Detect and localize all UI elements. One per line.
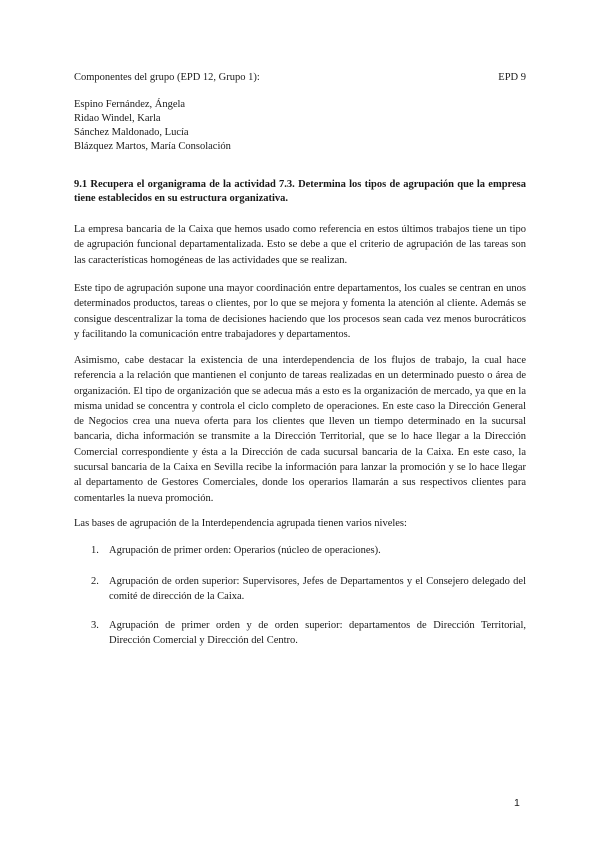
list-item-text: Agrupación de primer orden: Operarios (núcleo de operaciones).	[109, 545, 381, 556]
page-number: 1	[514, 797, 520, 809]
member-name: Espino Fernández, Ángela	[74, 99, 186, 110]
group-components-label: Componentes del grupo (EPD 12, Grupo 1):	[74, 72, 260, 83]
list-item-text: Agrupación de orden superior: Supervisores, Jefes de Departamentos y el Consejero delegado del comité de dirección de la Caixa.	[109, 576, 526, 603]
paragraph: Este tipo de agrupación supone una mayor coordinación entre departamentos, los cuales se centran en unos determinados productos, tareas o clientes, por lo que se mejora y fomenta la atención al cliente. Además se consigue descentralizar la toma de decisiones haciendo que los procesos sean cada vez menos burocráticos y facilitando la comunicación entre trabajadores y departamentos.	[74, 283, 526, 340]
paragraph: Asimismo, cabe destacar la existencia de una interdependencia de los flujos de trabajo, la cual hace referencia a la relación que mantienen el conjunto de tareas realizadas en un determinado puesto o área de organización. El tipo de organización que se adecua más a esto es la organización de mercado, ya que en la misma unidad se concentra y controla el ciclo completo de operaciones. En este caso la Dirección General de Negocios crea una nueva oferta para los clientes que lleven un tiempo determinado en la sucursal bancaria, dicha información se transmite a la Dirección Territorial, que se lo hace llegar a la Dirección Comercial correspondiente y ésta a la Dirección de cada sucursal bancaria de la Caixa. En este caso, la sucursal bancaria de la Caixa en Sevilla recibe la información para lanzar la promoción y se lo hace llegar al departamento de Gestores Comerciales, donde los operarios llamarán a sus respectivos clientes para comentarles la nueva promoción.	[74, 355, 526, 504]
epd-label: EPD 9	[498, 72, 526, 83]
list-item-number: 1.	[91, 545, 99, 556]
list-item-number: 2.	[91, 576, 99, 587]
member-name: Sánchez Maldonado, Lucía	[74, 127, 189, 138]
paragraph: Las bases de agrupación de la Interdependencia agrupada tienen varios niveles:	[74, 518, 407, 529]
list-item-text: Agrupación de primer orden y de orden superior: departamentos de Dirección Territorial, Dirección Comercial y Dirección del Centro.	[109, 620, 526, 647]
list-item-number: 3.	[91, 620, 99, 631]
member-name: Ridao Windel, Karla	[74, 113, 161, 124]
members-list	[74, 98, 231, 154]
member-name: Blázquez Martos, María Consolación	[74, 141, 231, 152]
question-heading: 9.1 Recupera el organigrama de la actividad 7.3. Determina los tipos de agrupación que la empresa tiene establecidos en su estructura organizativa.	[74, 179, 526, 204]
paragraph: La empresa bancaria de la Caixa que hemos usado como referencia en estos últimos trabajos tiene un tipo de agrupación funcional departamentalizada. Esto se debe a que el criterio de agrupación de las tareas son las características homogéneas de las actividades que se realizan.	[74, 224, 526, 266]
